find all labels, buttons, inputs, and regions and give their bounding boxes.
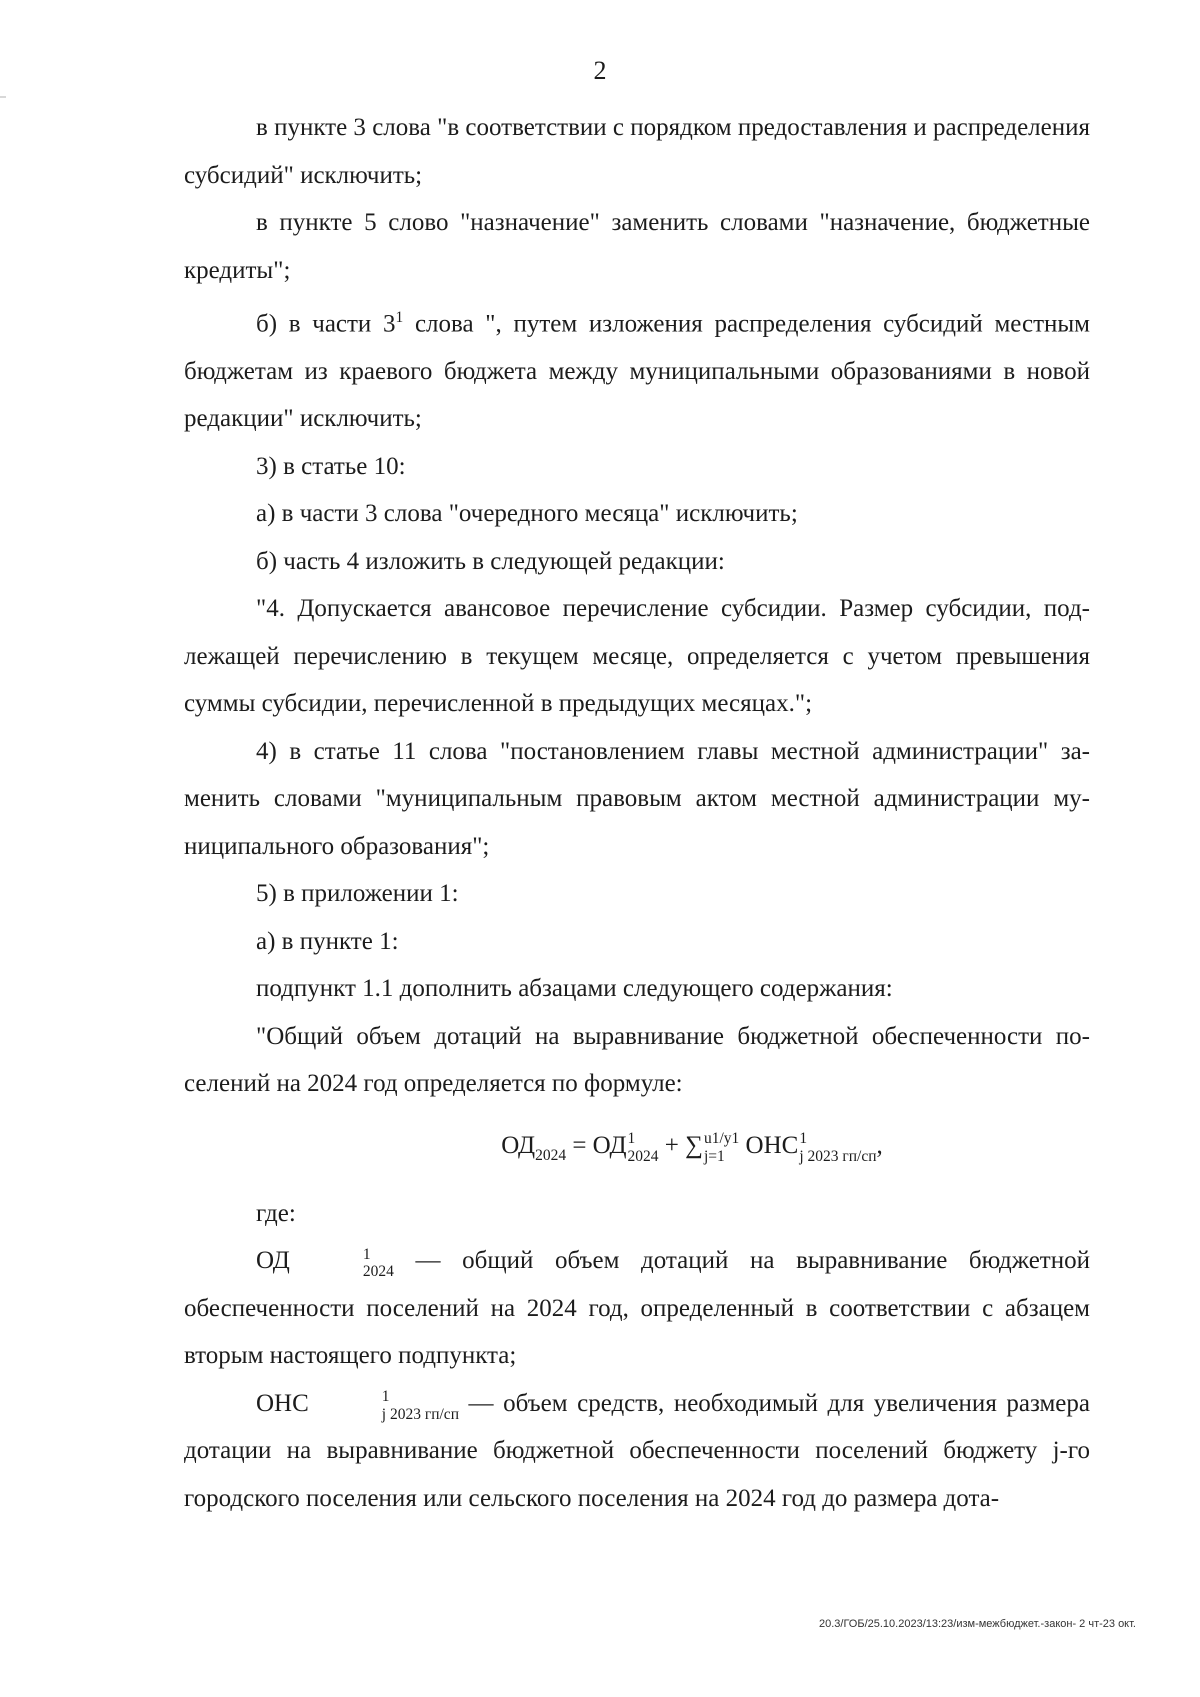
paragraph-article10: 3) в статье 10:: [256, 452, 406, 480]
formula-term1-sup: 1: [627, 1130, 636, 1148]
formula-eq: =: [566, 1131, 593, 1159]
paragraph-article11: 4) в статье 11 слова "постановлением главы местной администрации" заменить словами "муниципальным правовым актом местной администрации муниципального образования";: [184, 737, 1090, 860]
formula-term2: ОНС: [739, 1131, 799, 1159]
page-number: 2: [593, 56, 607, 85]
definition-od1-sub: 2024: [362, 1263, 394, 1281]
document-body: [184, 104, 1090, 1522]
formula-tail: ,: [876, 1131, 883, 1159]
formula-term1-sub: 2024: [627, 1147, 659, 1165]
formula: [184, 1120, 1090, 1182]
definition-od1-symbol: ОД: [256, 1247, 290, 1275]
superscript-1: 1: [395, 309, 404, 326]
definition-ons: [184, 1380, 1090, 1523]
formula-term1: ОД: [592, 1131, 627, 1159]
definition-ons-indices: [310, 1389, 459, 1422]
definition-ons-text: — объем средств, необходимый для увеличения размера дотации на выравнивание бюджетной обеспеченности поселений бюджету j-го городского поселения или сельского поселения на 2024 год до размера дота-: [184, 1389, 1090, 1512]
paragraph-part3-1-start: б) в части 3: [256, 310, 396, 338]
paragraph-part3-1: [184, 294, 1090, 443]
formula-sum-sup: u1/y1: [703, 1130, 740, 1148]
formula-plus: +: [658, 1131, 686, 1159]
paragraph-part3-1-rest: слова ", путем изложения распределения субсидий местным бюджетам из краевого бюджета между муниципальными образованиями в новой редакции" исключить;: [184, 310, 1091, 433]
definition-od1-text: — общий объем дотаций на выравнивание бюджетной обеспеченности поселений на 2024 год, определенный в соответствии с абзацем вторым настоящего подпункта;: [184, 1247, 1090, 1370]
paragraph-item5-word: в пункте 5 слово "назначение" заменить словами "назначение, бюджетные кредиты";: [184, 209, 1090, 284]
paragraph-total-grants: "Общий объем дотаций на выравнивание бюджетной обеспеченности поселений на 2024 год определяется по формуле:: [184, 1022, 1090, 1098]
paragraph-item3-words: в пункте 3 слова "в соответствии с порядком предоставления и распределения субсидий" исключить;: [184, 114, 1090, 189]
definition-ons-sub: j 2023 гп/сп: [381, 1405, 459, 1423]
formula-term2-sup: 1: [799, 1130, 808, 1148]
scan-margin-mark: [0, 96, 6, 98]
definition-ons-symbol: ОНС: [256, 1389, 309, 1417]
paragraph-appendix1: 5) в приложении 1:: [256, 880, 459, 908]
formula-term1-indices: [628, 1131, 659, 1164]
definition-od1: [184, 1237, 1090, 1380]
paragraph-article10-b: б) часть 4 изложить в следующей редакции:: [256, 547, 725, 575]
formula-lhs-sub: 2024: [535, 1146, 567, 1164]
document-footer: 20.3/ГОБ/25.10.2023/13:23/изм-межбюджет.-закон- 2 чт-23 окт.: [819, 1618, 1136, 1630]
formula-lhs: ОД: [501, 1131, 536, 1159]
formula-sum-symbol: ∑: [685, 1131, 703, 1159]
definition-ons-sup: 1: [381, 1388, 390, 1406]
definition-od1-sup: 1: [362, 1245, 371, 1263]
paragraph-article10-a: а) в части 3 слова "очередного месяца" исключить;: [256, 500, 798, 528]
formula-term2-indices: [799, 1131, 876, 1164]
paragraph-part4-text: "4. Допускается авансовое перечисление субсидии. Размер субсидии, подлежащей перечислению в текущем месяце, определяется с учетом превышения суммы субсидии, перечисленной в предыдущих месяцах.";: [184, 595, 1090, 718]
formula-term2-sub: j 2023 гп/сп: [799, 1147, 877, 1165]
definition-od1-indices: [291, 1247, 394, 1280]
paragraph-subitem-1-1: подпункт 1.1 дополнить абзацами следующего содержания:: [256, 975, 893, 1003]
formula-sum-limits: [704, 1131, 739, 1164]
formula-sum-sub: j=1: [703, 1147, 725, 1165]
paragraph-appendix1-a: а) в пункте 1:: [256, 927, 399, 955]
paragraph-where: где:: [256, 1199, 296, 1227]
